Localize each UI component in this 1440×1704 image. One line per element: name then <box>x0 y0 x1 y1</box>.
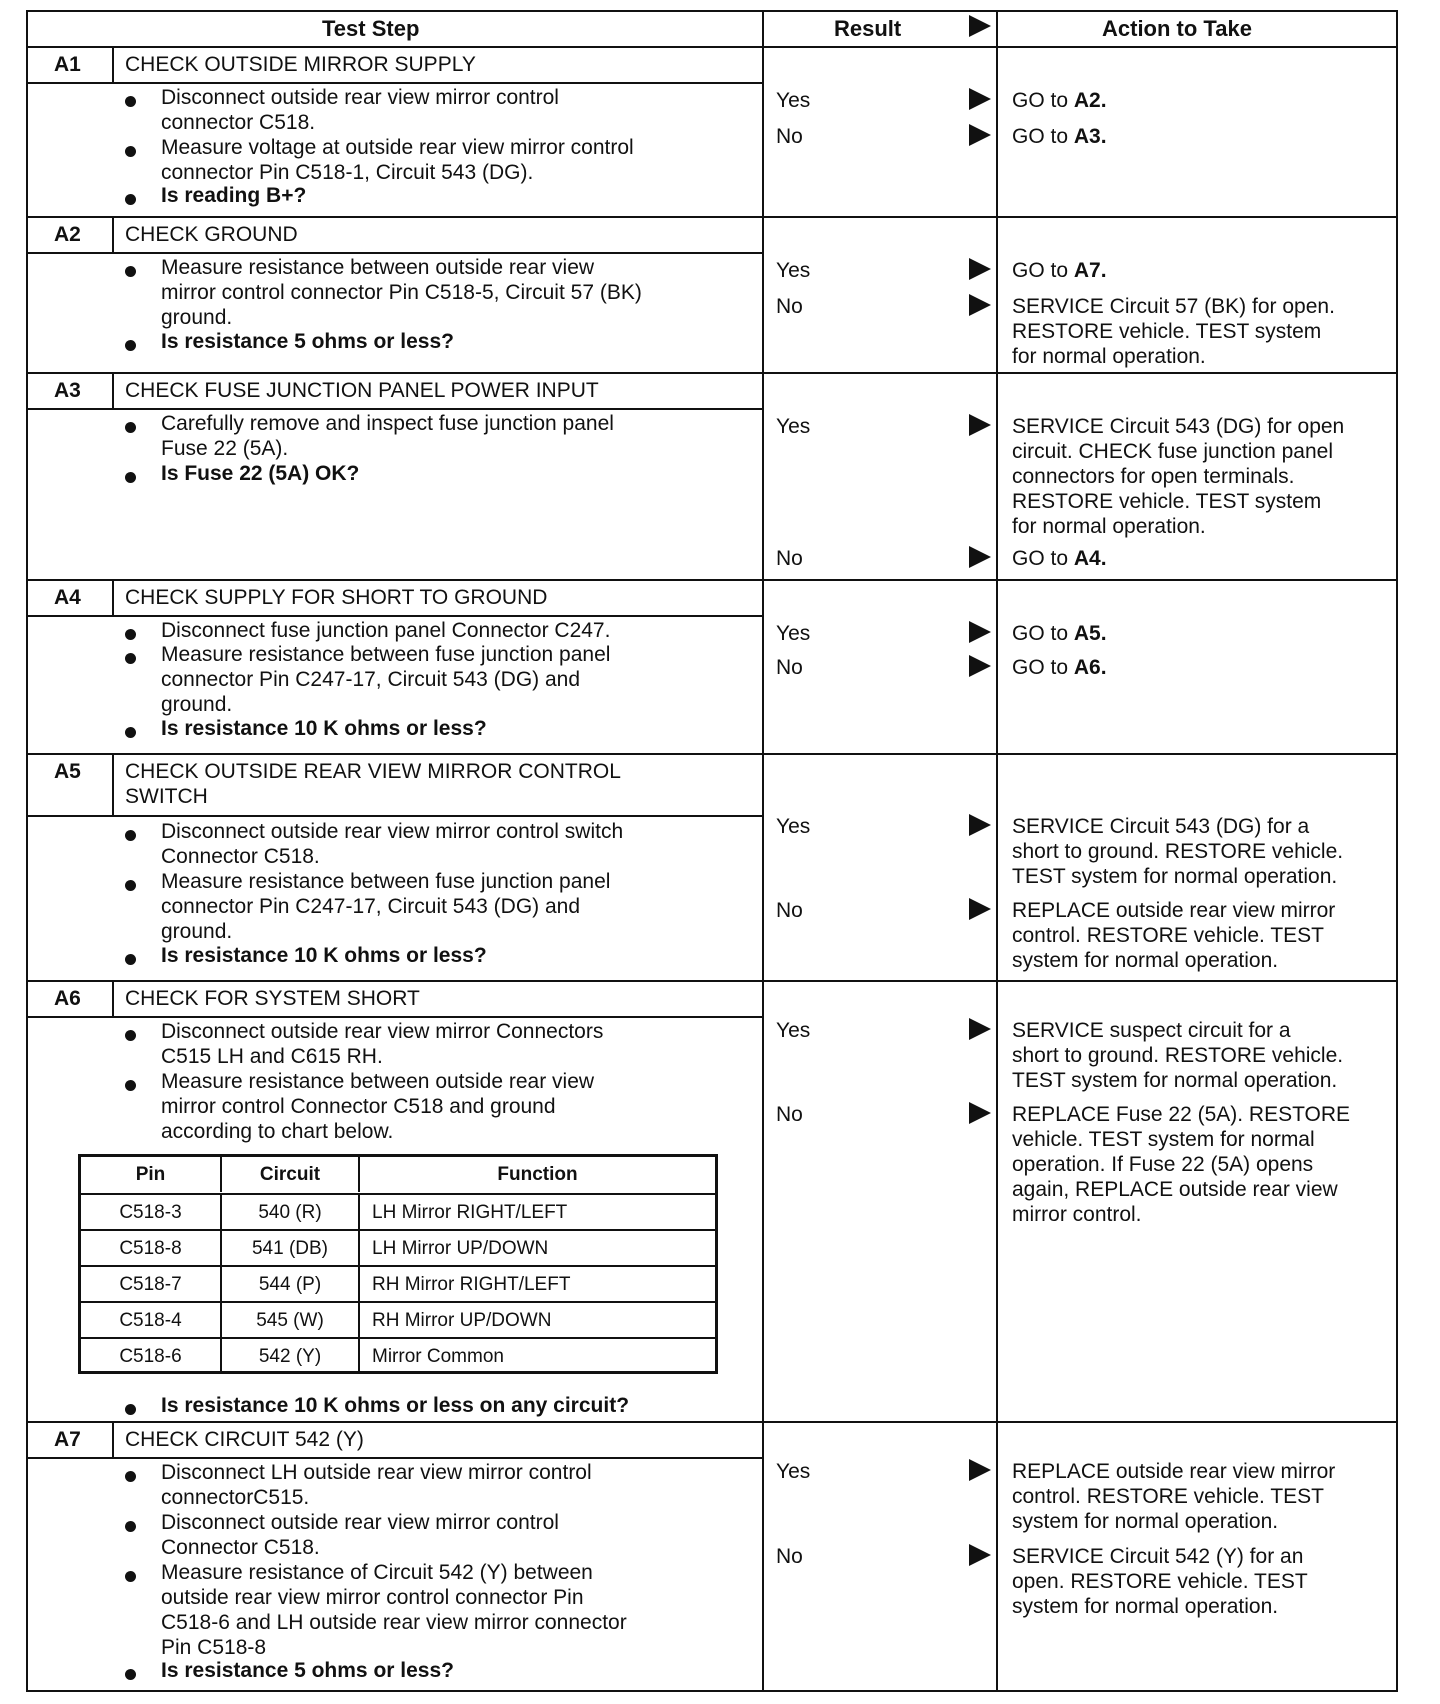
pin-table-head-cell: Circuit <box>220 1157 358 1192</box>
header-action: Action to Take <box>1102 16 1252 41</box>
action-text: mirror control. <box>1012 1203 1142 1226</box>
step-instruction: connector C518. <box>161 111 316 134</box>
step-instruction: outside rear view mirror control connector Pin <box>161 1586 584 1609</box>
step-title-underline <box>28 408 762 410</box>
result-yes: Yes <box>776 259 811 282</box>
step-title: CHECK GROUND <box>125 223 298 246</box>
step-instruction: connector Pin C518-1, Circuit 543 (DG). <box>161 161 534 184</box>
step-instruction: Disconnect outside rear view mirror control <box>161 86 559 109</box>
result-arrow-icon <box>969 258 991 280</box>
step-id: A1 <box>54 53 81 76</box>
action-text: GO to A5. <box>1012 622 1107 645</box>
step-title: CHECK OUTSIDE MIRROR SUPPLY <box>125 53 476 76</box>
step-instruction: ground. <box>161 693 233 716</box>
action-text: GO to A6. <box>1012 656 1107 679</box>
action-step-ref[interactable]: A5. <box>1073 622 1107 645</box>
action-step-ref[interactable]: A7. <box>1073 259 1107 282</box>
step-instruction: Carefully remove and inspect fuse junction panel <box>161 412 614 435</box>
step-instruction: Disconnect LH outside rear view mirror control <box>161 1461 592 1484</box>
result-arrow-icon <box>969 414 991 436</box>
step-id: A6 <box>54 987 81 1010</box>
step-title: CHECK CIRCUIT 542 (Y) <box>125 1428 364 1451</box>
bullet-icon <box>125 1669 136 1680</box>
bullet-icon <box>125 266 136 277</box>
result-arrow-icon <box>969 88 991 110</box>
action-text: control. RESTORE vehicle. TEST <box>1012 1485 1324 1508</box>
action-text: SERVICE Circuit 543 (DG) for open <box>1012 415 1345 438</box>
step-instruction: connectorC515. <box>161 1486 310 1509</box>
bullet-icon <box>125 880 136 891</box>
action-text: GO to A2. <box>1012 89 1107 112</box>
step-title: CHECK FUSE JUNCTION PANEL POWER INPUT <box>125 379 599 402</box>
bullet-icon <box>125 1030 136 1041</box>
result-no: No <box>776 547 803 570</box>
step-instruction: mirror control Connector C518 and ground <box>161 1095 556 1118</box>
step-instruction: Disconnect outside rear view mirror Connectors <box>161 1020 604 1043</box>
result-no: No <box>776 899 803 922</box>
bullet-icon <box>125 1571 136 1582</box>
step-question: Is resistance 10 K ohms or less? <box>161 717 487 740</box>
pin-table-cell: LH Mirror UP/DOWN <box>358 1231 715 1266</box>
result-arrow-icon <box>969 546 991 568</box>
step-instruction: Fuse 22 (5A). <box>161 437 289 460</box>
header-test-step: Test Step <box>322 16 420 41</box>
result-no: No <box>776 1545 803 1568</box>
step-id-divider <box>112 579 114 615</box>
pin-table-cell: 544 (P) <box>220 1267 358 1302</box>
step-title-underline <box>28 615 762 617</box>
step-title: CHECK OUTSIDE REAR VIEW MIRROR CONTROL <box>125 760 621 783</box>
action-text: SERVICE Circuit 57 (BK) for open. <box>1012 295 1335 318</box>
pin-table-cell: 541 (DB) <box>220 1231 358 1266</box>
step-title: CHECK SUPPLY FOR SHORT TO GROUND <box>125 586 548 609</box>
step-id-divider <box>112 980 114 1016</box>
step-instruction: Measure resistance of Circuit 542 (Y) between <box>161 1561 593 1584</box>
action-text: SERVICE Circuit 542 (Y) for an <box>1012 1545 1304 1568</box>
step-divider <box>28 980 1396 982</box>
header-divider <box>28 46 1396 48</box>
action-text: short to ground. RESTORE vehicle. <box>1012 1044 1344 1067</box>
result-arrow-icon <box>969 655 991 677</box>
step-id: A2 <box>54 223 81 246</box>
step-instruction: Measure resistance between outside rear view <box>161 256 595 279</box>
result-arrow-icon <box>969 621 991 643</box>
step-instruction: C518-6 and LH outside rear view mirror connector <box>161 1611 627 1634</box>
action-text: short to ground. RESTORE vehicle. <box>1012 840 1344 863</box>
action-text: RESTORE vehicle. TEST system <box>1012 320 1322 343</box>
bullet-icon <box>125 472 136 483</box>
result-no: No <box>776 656 803 679</box>
action-text: TEST system for normal operation. <box>1012 865 1338 888</box>
result-arrow-icon <box>969 898 991 920</box>
step-title: CHECK FOR SYSTEM SHORT <box>125 987 420 1010</box>
action-text: for normal operation. <box>1012 515 1206 538</box>
result-yes: Yes <box>776 622 811 645</box>
step-instruction: according to chart below. <box>161 1120 394 1143</box>
action-step-ref[interactable]: A3. <box>1073 125 1107 148</box>
result-arrow-icon <box>969 294 991 316</box>
step-title-underline <box>28 252 762 254</box>
step-question: Is resistance 5 ohms or less? <box>161 1659 454 1682</box>
pin-table-cell: C518-8 <box>119 1238 182 1259</box>
step-question: Is resistance 5 ohms or less? <box>161 330 454 353</box>
action-text: GO to A3. <box>1012 125 1107 148</box>
action-step-ref[interactable]: A2. <box>1073 89 1107 112</box>
divider-step-result <box>762 12 764 1690</box>
step-title-underline <box>28 1016 762 1018</box>
pin-table-row <box>81 1193 715 1230</box>
step-id-divider <box>112 216 114 252</box>
pin-table-row <box>81 1265 715 1302</box>
bullet-icon <box>125 830 136 841</box>
step-divider <box>28 216 1396 218</box>
pin-table <box>78 1154 718 1374</box>
step-id-divider <box>112 46 114 82</box>
action-text: RESTORE vehicle. TEST system <box>1012 490 1322 513</box>
action-text: circuit. CHECK fuse junction panel <box>1012 440 1333 463</box>
action-text: GO to A7. <box>1012 259 1107 282</box>
header-arrow-icon <box>969 15 991 37</box>
step-id: A5 <box>54 760 81 783</box>
bullet-icon <box>125 1080 136 1091</box>
result-arrow-icon <box>969 124 991 146</box>
step-id: A7 <box>54 1428 81 1451</box>
pin-table-cell: RH Mirror UP/DOWN <box>358 1303 715 1338</box>
bullet-icon <box>125 653 136 664</box>
step-question: Is resistance 10 K ohms or less? <box>161 944 487 967</box>
action-text: control. RESTORE vehicle. TEST <box>1012 924 1324 947</box>
action-text: for normal operation. <box>1012 345 1206 368</box>
step-title-underline <box>28 1457 762 1459</box>
action-text: connectors for open terminals. <box>1012 465 1295 488</box>
step-id-divider <box>112 372 114 408</box>
step-question: Is reading B+? <box>161 184 307 207</box>
action-text: vehicle. TEST system for normal <box>1012 1128 1315 1151</box>
step-instruction: Disconnect outside rear view mirror control <box>161 1511 559 1534</box>
step-divider <box>28 579 1396 581</box>
pin-table-cell: C518-7 <box>119 1274 182 1295</box>
step-instruction: connector Pin C247-17, Circuit 543 (DG) and <box>161 895 581 918</box>
step-question: Is Fuse 22 (5A) OK? <box>161 462 360 485</box>
step-instruction: Pin C518-8 <box>161 1636 267 1659</box>
action-text: system for normal operation. <box>1012 1510 1279 1533</box>
bullet-icon <box>125 422 136 433</box>
step-instruction: Measure resistance between fuse junction panel <box>161 643 611 666</box>
result-yes: Yes <box>776 415 811 438</box>
step-title-underline <box>28 815 762 817</box>
bullet-icon <box>125 146 136 157</box>
action-text: system for normal operation. <box>1012 1595 1279 1618</box>
action-text: again, REPLACE outside rear view <box>1012 1178 1338 1201</box>
bullet-icon <box>125 194 136 205</box>
step-divider <box>28 1421 1396 1423</box>
action-text: SERVICE suspect circuit for a <box>1012 1019 1291 1042</box>
step-title: SWITCH <box>125 785 208 808</box>
action-text: system for normal operation. <box>1012 949 1279 972</box>
pin-table-header <box>81 1157 715 1192</box>
step-instruction: Measure resistance between fuse junction panel <box>161 870 611 893</box>
action-text: REPLACE outside rear view mirror <box>1012 899 1336 922</box>
result-arrow-icon <box>969 1018 991 1040</box>
pin-table-row <box>81 1301 715 1338</box>
action-step-ref[interactable]: A4. <box>1073 547 1107 570</box>
header-result: Result <box>834 16 902 41</box>
step-title-underline <box>28 82 762 84</box>
step-instruction: Connector C518. <box>161 845 320 868</box>
step-id: A4 <box>54 586 81 609</box>
result-arrow-icon <box>969 1102 991 1124</box>
step-instruction: C515 LH and C615 RH. <box>161 1045 383 1068</box>
action-step-ref[interactable]: A6. <box>1073 656 1107 679</box>
pin-table-cell: 542 (Y) <box>220 1339 358 1374</box>
result-yes: Yes <box>776 1019 811 1042</box>
pin-table-row <box>81 1337 715 1374</box>
bullet-icon <box>125 629 136 640</box>
action-text: TEST system for normal operation. <box>1012 1069 1338 1092</box>
result-yes: Yes <box>776 815 811 838</box>
bullet-icon <box>125 1471 136 1482</box>
result-arrow-icon <box>969 814 991 836</box>
pin-table-cell: LH Mirror RIGHT/LEFT <box>358 1195 715 1230</box>
step-instruction: Disconnect fuse junction panel Connector C247. <box>161 619 611 642</box>
pin-table-cell: 545 (W) <box>220 1303 358 1338</box>
step-divider <box>28 372 1396 374</box>
diagnostic-table <box>26 10 1398 1692</box>
pin-table-cell: Mirror Common <box>358 1339 715 1374</box>
step-instruction: ground. <box>161 920 233 943</box>
pin-table-cell: RH Mirror RIGHT/LEFT <box>358 1267 715 1302</box>
result-no: No <box>776 1103 803 1126</box>
bullet-icon <box>125 954 136 965</box>
step-instruction: Measure voltage at outside rear view mirror control <box>161 136 634 159</box>
result-no: No <box>776 125 803 148</box>
step-instruction: Connector C518. <box>161 1536 320 1559</box>
action-text: REPLACE Fuse 22 (5A). RESTORE <box>1012 1103 1351 1126</box>
pin-table-head-cell: Pin <box>135 1164 166 1185</box>
step-id-divider <box>112 753 114 815</box>
action-text: operation. If Fuse 22 (5A) opens <box>1012 1153 1314 1176</box>
action-text: GO to A4. <box>1012 547 1107 570</box>
bullet-icon <box>125 340 136 351</box>
step-instruction: Disconnect outside rear view mirror control switch <box>161 820 624 843</box>
pin-table-head-cell: Function <box>358 1157 715 1192</box>
step-divider <box>28 753 1396 755</box>
action-text: REPLACE outside rear view mirror <box>1012 1460 1336 1483</box>
action-text: SERVICE Circuit 543 (DG) for a <box>1012 815 1310 838</box>
bullet-icon <box>125 1404 136 1415</box>
step-instruction: mirror control connector Pin C518-5, Circuit 57 (BK) <box>161 281 642 304</box>
pin-table-cell: C518-4 <box>119 1310 182 1331</box>
pin-table-cell: C518-6 <box>119 1346 182 1367</box>
pin-table-cell: C518-3 <box>119 1202 182 1223</box>
step-id-divider <box>112 1421 114 1457</box>
result-no: No <box>776 295 803 318</box>
bullet-icon <box>125 1521 136 1532</box>
result-yes: Yes <box>776 89 811 112</box>
action-text: open. RESTORE vehicle. TEST <box>1012 1570 1308 1593</box>
pin-table-cell: 540 (R) <box>220 1195 358 1230</box>
result-yes: Yes <box>776 1460 811 1483</box>
result-arrow-icon <box>969 1544 991 1566</box>
step-instruction: ground. <box>161 306 233 329</box>
divider-result-action <box>996 12 998 1690</box>
step-instruction: connector Pin C247-17, Circuit 543 (DG) and <box>161 668 581 691</box>
bullet-icon <box>125 96 136 107</box>
step-instruction: Measure resistance between outside rear view <box>161 1070 595 1093</box>
pin-table-row <box>81 1229 715 1266</box>
bullet-icon <box>125 727 136 738</box>
step-question: Is resistance 10 K ohms or less on any circuit? <box>161 1394 630 1417</box>
result-arrow-icon <box>969 1459 991 1481</box>
step-id: A3 <box>54 379 81 402</box>
